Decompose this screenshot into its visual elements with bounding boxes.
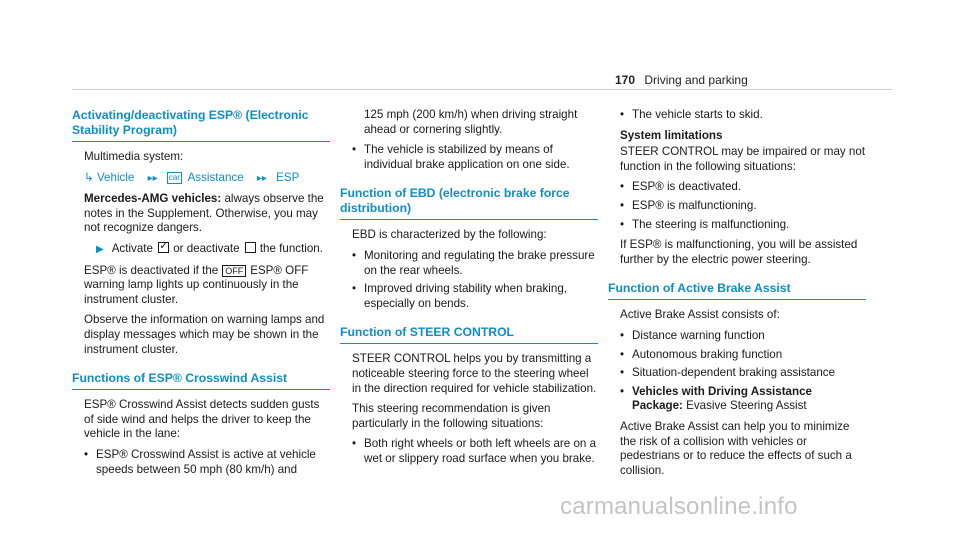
list-item: • Both right wheels or both left wheels are on a wet or slippery road surface when you brake.: [352, 437, 597, 465]
function-text: the function.: [259, 241, 323, 255]
list-item: • Vehicles with Driving Assistance Package: Evasive Steering Assist: [620, 384, 812, 413]
crosswind-text: ESP® Crosswind Assist detects sudden gusts of side wind and helps the driver to keep the vehicle in the lane:: [84, 398, 320, 441]
bullet-icon: •: [84, 447, 89, 461]
nav-path: [84, 171, 330, 187]
nav-esp: ESP: [276, 170, 300, 184]
column-1: [72, 108, 330, 483]
deactivate-text: or deactivate: [173, 241, 240, 255]
chevron-right-icon: ▸▸: [147, 172, 158, 184]
multimedia-label: Multimedia system:: [84, 150, 184, 163]
observe-note: Observe the information on warning lamps and display messages which may be shown in the instrument cluster.: [84, 313, 325, 356]
step-arrow-icon: ▶: [96, 243, 104, 255]
column-2: [340, 108, 598, 473]
heading-crosswind: Functions of ESP® Crosswind Assist: [72, 371, 330, 390]
bullet-icon: •: [620, 384, 625, 398]
list-item: • ESP® is malfunctioning.: [620, 198, 757, 212]
bullet-icon: •: [620, 180, 625, 194]
list-item: • Improved driving stability when braking, especially on bends.: [352, 282, 567, 310]
stabilize-list: [352, 143, 598, 172]
deact-text-a: ESP® is deactivated if the: [84, 263, 219, 277]
system-limitations-text: STEER CONTROL may be impaired or may not function in the following situations:: [620, 145, 866, 173]
ebd-list: [352, 249, 598, 311]
bullet-icon: •: [352, 437, 357, 451]
bullet-icon: •: [620, 198, 625, 212]
list-item: • Situation-dependent braking assistance: [620, 366, 836, 380]
bullet-icon: •: [620, 108, 625, 121]
esp-off-icon: OFF: [222, 265, 246, 277]
ebd-intro: EBD is characterized by the following:: [352, 228, 547, 242]
steer-recommendation: This steering recommendation is given particularly in the following situations:: [352, 402, 551, 430]
aba-intro: Active Brake Assist consists of:: [620, 308, 780, 322]
page-header: [615, 73, 748, 88]
deactivation-note: [84, 264, 330, 308]
bullet-icon: •: [352, 248, 357, 262]
list-item: • The vehicle is stabilized by means of individual brake application on one side.: [352, 143, 570, 171]
steer-list: [352, 437, 598, 466]
bullet-icon: •: [620, 347, 625, 361]
checkbox-checked-icon: [158, 242, 169, 253]
aba-list: [620, 329, 866, 414]
bullet-icon: •: [352, 282, 357, 296]
bullet-icon: •: [620, 366, 625, 380]
bullet-icon: •: [620, 328, 625, 342]
heading-activate-esp: Activating/deactivating ESP® (Electronic Stability Program): [72, 108, 330, 142]
list-item: • The steering is malfunctioning.: [620, 217, 790, 231]
list-item: • Distance warning function: [620, 328, 765, 342]
page-number: 170: [615, 73, 636, 87]
heading-steer-control: Function of STEER CONTROL: [340, 325, 598, 344]
nav-vehicle: Vehicle: [96, 170, 135, 184]
system-limitations-heading: System limitations: [620, 128, 723, 142]
steer-text: STEER CONTROL helps you by transmitting a noticeable steering force to the steering wheel in the direction required for vehicle stabilization.: [352, 352, 597, 395]
aba-outro: Active Brake Assist can help you to minimize the risk of a collision with vehicles or pedestrians or to reduce the effects of such a collision.: [620, 419, 852, 477]
car-icon: car: [168, 172, 180, 182]
malfunction-text: If ESP® is malfunctioning, you will be assisted further by the electric power steering.: [620, 238, 858, 266]
amg-text: always observe the notes in the Supplement. Otherwise, you may not recognize dangers.: [84, 192, 324, 235]
amg-label: Mercedes-AMG vehicles:: [84, 192, 222, 206]
system-limitations-list: [620, 180, 866, 232]
activate-text: Activate: [111, 241, 153, 255]
list-item: • ESP® Crosswind Assist is active at vehicle speeds between 50 mph (80 km/h) and: [84, 447, 316, 476]
heading-ebd: Function of EBD (electronic brake force distribution): [340, 186, 598, 220]
crosswind-list: [84, 448, 330, 477]
nav-assistance: Assistance: [187, 170, 244, 184]
nav-arrow-icon: ↳: [84, 170, 94, 184]
column-3: [608, 108, 866, 484]
list-item: • The vehicle starts to skid.: [620, 108, 763, 121]
list-item: • ESP® is deactivated.: [620, 180, 742, 194]
checkbox-empty-icon: [245, 242, 256, 253]
header-divider: [72, 89, 892, 90]
skid-list: [620, 108, 866, 123]
continuation-text: 125 mph (200 km/h) when driving straight ahead or cornering slightly.: [364, 108, 578, 136]
list-item: • Monitoring and regulating the brake pressure on the rear wheels.: [352, 248, 595, 277]
bullet-icon: •: [352, 143, 357, 157]
watermark: carmanualsonline.info: [560, 493, 798, 520]
chapter-title: Driving and parking: [644, 73, 748, 87]
heading-active-brake-assist: Function of Active Brake Assist: [608, 281, 866, 300]
activate-step: [84, 242, 330, 258]
chevron-right-icon: ▸▸: [256, 172, 267, 184]
bullet-icon: •: [620, 217, 625, 231]
deact-text-b: ESP® OFF warning lamp lights up continuously in the instrument cluster.: [84, 263, 309, 306]
amg-note: [84, 192, 330, 236]
list-item: • Autonomous braking function: [620, 347, 783, 361]
